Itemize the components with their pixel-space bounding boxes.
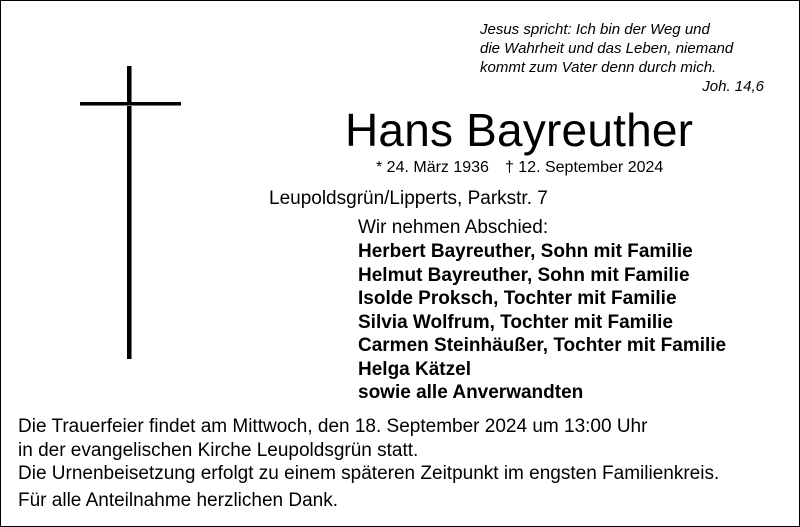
funeral-notice <box>18 415 719 512</box>
quote-line-2: die Wahrheit und das Leben, niemand <box>480 40 734 57</box>
bible-quote <box>480 20 770 96</box>
thanks-line: Für alle Anteilnahme herzlichen Dank. <box>18 489 339 511</box>
birth-date: * 24. März 1936 <box>376 159 489 176</box>
notice-line: Die Urnenbeisetzung erfolgt zu einem späteren Zeitpunkt im engsten Familienkreis. <box>18 463 720 484</box>
notice-line: Die Trauerfeier findet am Mittwoch, den 18. September 2024 um 13:00 Uhr <box>18 416 648 437</box>
mourner-item: Helmut Bayreuther, Sohn mit Familie <box>358 264 690 286</box>
mourner-item: Carmen Steinhäußer, Tochter mit Familie <box>358 335 727 356</box>
mourners-intro: Wir nehmen Abschied: <box>358 217 549 238</box>
deceased-address: Leupoldsgrün/Lipperts, Parkstr. 7 <box>269 188 548 209</box>
deceased-name: Hans Bayreuther <box>345 104 694 156</box>
mourners-block <box>358 216 726 405</box>
quote-line-3: kommt zum Vater denn durch mich. <box>480 59 717 76</box>
quote-reference: Joh. 14,6 <box>702 78 764 95</box>
mourner-item: Silvia Wolfrum, Tochter mit Familie <box>358 311 673 333</box>
quote-line-1: Jesus spricht: Ich bin der Weg und <box>480 21 710 38</box>
mourner-item: Helga Kätzel <box>358 358 471 380</box>
cross-horizontal-bar <box>80 102 181 105</box>
life-dates <box>376 158 663 178</box>
notice-line: in der evangelischen Kirche Leupoldsgrün statt. <box>18 439 419 461</box>
mourner-item: sowie alle Anverwandten <box>358 382 584 403</box>
death-date: † 12. September 2024 <box>504 159 664 176</box>
cross-vertical-bar <box>127 66 131 359</box>
mourner-item: Isolde Proksch, Tochter mit Familie <box>358 288 677 309</box>
mourner-item: Herbert Bayreuther, Sohn mit Familie <box>358 241 693 262</box>
